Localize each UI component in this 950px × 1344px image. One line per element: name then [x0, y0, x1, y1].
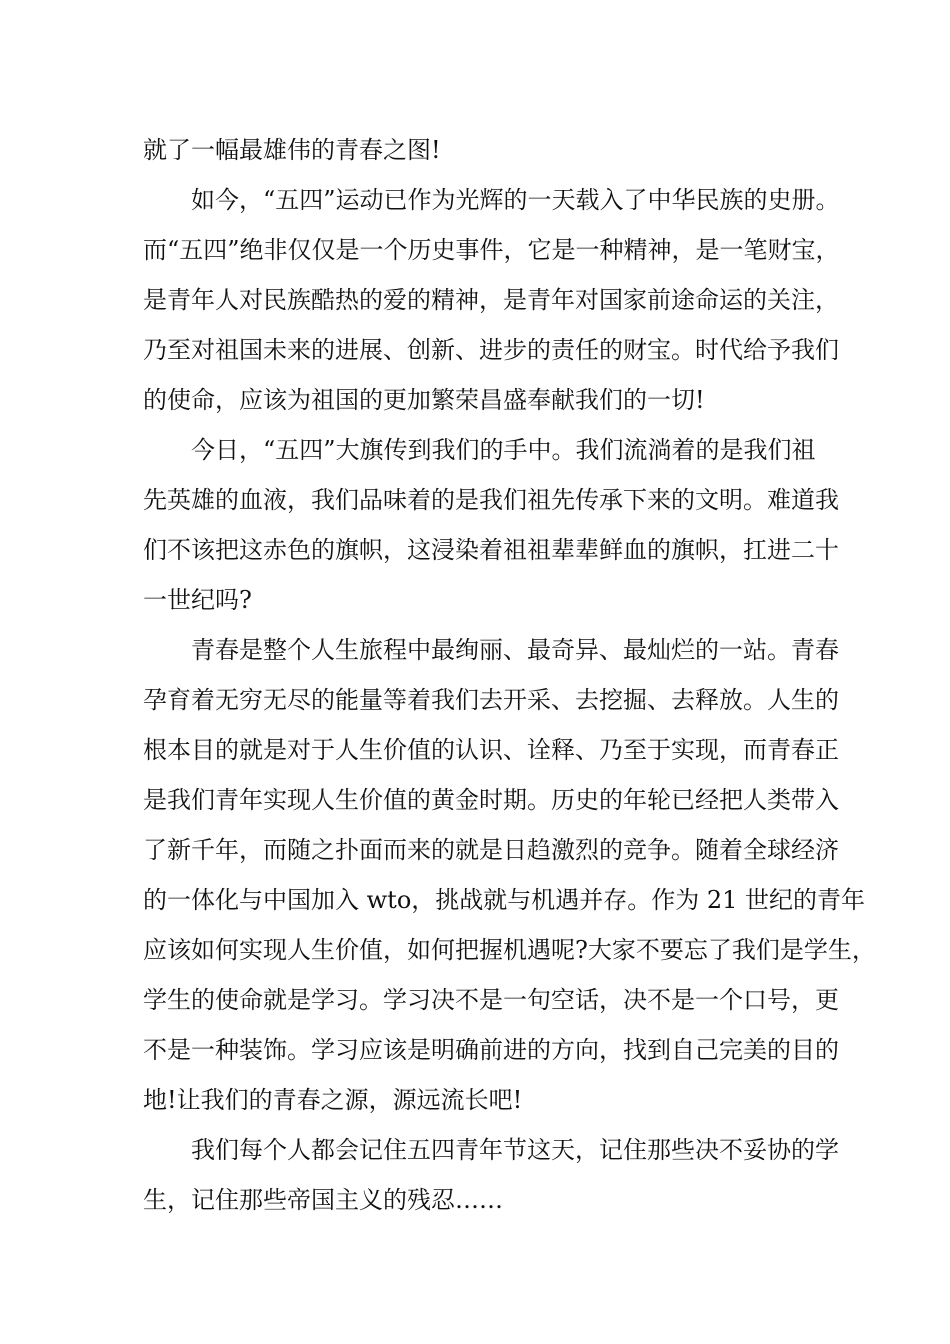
- text-line-content: 一世纪吗?: [143, 586, 252, 614]
- text-line-content: 是青年人对民族酷热的爱的精神，是青年对国家前途命运的关注，: [143, 286, 839, 314]
- text-line-content: 我们每个人都会记住五四青年节这天，记住那些决不妥协的学: [191, 1136, 839, 1164]
- text-line-content: 孕育着无穷无尽的能量等着我们去开采、去挖掘、去释放。人生的: [143, 686, 839, 714]
- text-line: [0, 275, 950, 325]
- text-line: [0, 475, 950, 525]
- text-line: [0, 875, 950, 925]
- text-line-content: 今日，“五四”大旗传到我们的手中。我们流淌着的是我们祖: [191, 436, 816, 464]
- text-line-content: 根本目的就是对于人生价值的认识、诠释、乃至于实现，而青春正: [143, 736, 839, 764]
- text-line: [0, 575, 950, 625]
- text-line: [0, 825, 950, 875]
- text-line: [0, 225, 950, 275]
- text-line: [0, 1175, 950, 1225]
- text-line-content: 是我们青年实现人生价值的黄金时期。历史的年轮已经把人类带入: [143, 786, 839, 814]
- text-line: [0, 1025, 950, 1075]
- text-line: [0, 1125, 950, 1175]
- text-line: [0, 325, 950, 375]
- text-line: [0, 675, 950, 725]
- text-line: [0, 1075, 950, 1125]
- text-line-content: 学生的使命就是学习。学习决不是一句空话，决不是一个口号，更: [143, 986, 839, 1014]
- text-line-content: 就了一幅最雄伟的青春之图!: [143, 136, 441, 164]
- text-line: [0, 175, 950, 225]
- text-line: [0, 925, 950, 975]
- text-line-content: 先英雄的血液，我们品味着的是我们祖先传承下来的文明。难道我: [143, 486, 839, 514]
- text-line: [0, 625, 950, 675]
- text-line-content: 乃至对祖国未来的进展、创新、进步的责任的财宝。时代给予我们: [143, 336, 839, 364]
- text-line-content: 了新千年，而随之扑面而来的就是日趋激烈的竞争。随着全球经济: [143, 836, 839, 864]
- text-line: [0, 375, 950, 425]
- text-line-content: 应该如何实现人生价值，如何把握机遇呢?大家不要忘了我们是学生，: [143, 936, 876, 964]
- text-line-content: 青春是整个人生旅程中最绚丽、最奇异、最灿烂的一站。青春: [191, 636, 839, 664]
- text-line: [0, 525, 950, 575]
- text-line: [0, 725, 950, 775]
- text-line-content: 们不该把这赤色的旗帜，这浸染着祖祖辈辈鲜血的旗帜，扛进二十: [143, 536, 839, 564]
- text-line-content: 地!让我们的青春之源，源远流长吧!: [143, 1086, 523, 1114]
- text-line-content: 生，记住那些帝国主义的残忍……: [143, 1186, 503, 1214]
- text-line-content: 而“五四”绝非仅仅是一个历史事件，它是一种精神，是一笔财宝，: [143, 236, 840, 264]
- text-line-content: 不是一种装饰。学习应该是明确前进的方向，找到自己完美的目的: [143, 1036, 839, 1064]
- text-line: [0, 425, 950, 475]
- text-line: [0, 125, 950, 175]
- text-line-content: 的一体化与中国加入 wto，挑战就与机遇并存。作为 21 世纪的青年: [143, 886, 866, 914]
- text-line-content: 如今，“五四”运动已作为光辉的一天载入了中华民族的史册。: [191, 186, 840, 214]
- text-line-content: 的使命，应该为祖国的更加繁荣昌盛奉献我们的一切!: [143, 386, 705, 414]
- text-line: [0, 775, 950, 825]
- text-line: [0, 975, 950, 1025]
